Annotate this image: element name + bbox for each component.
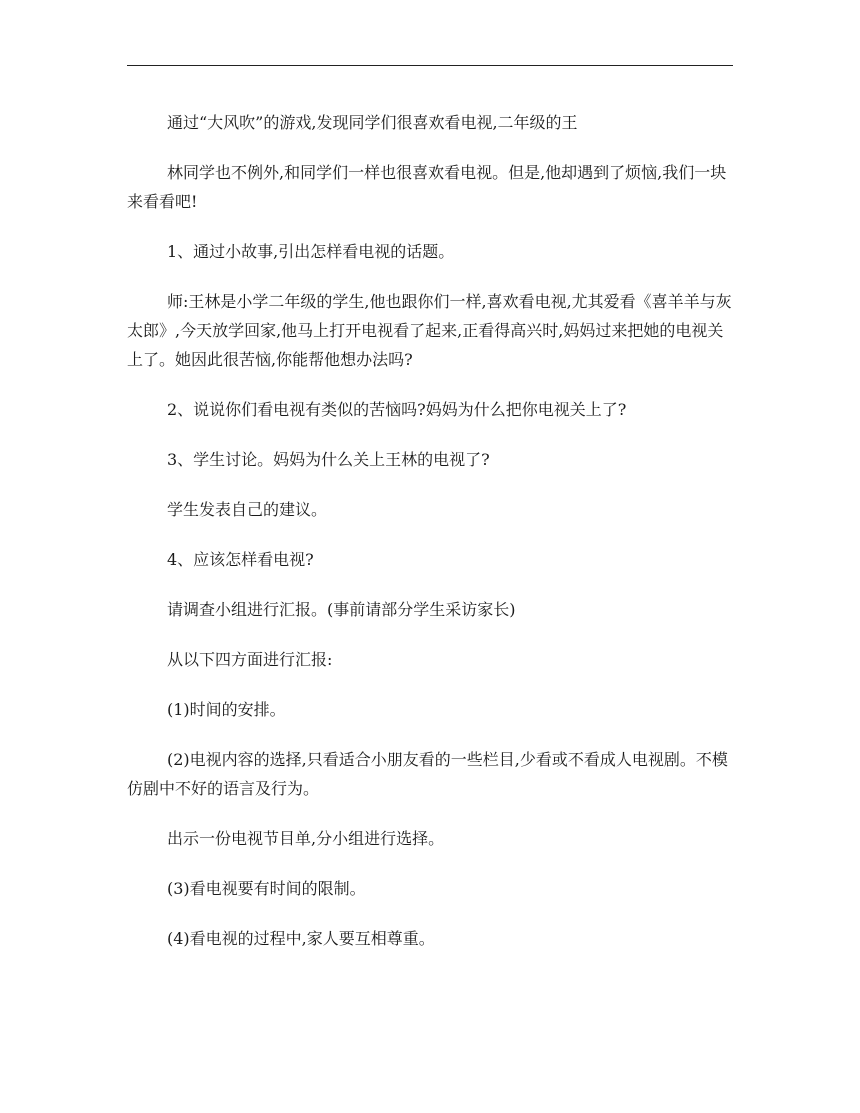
paragraph-four-aspects: 从以下四方面进行汇报: [167, 650, 333, 669]
paragraph-step-1: 1、通过小故事,引出怎样看电视的话题。 [167, 242, 455, 261]
paragraph-aspect-1: (1)时间的安排。 [167, 700, 286, 719]
paragraph-intro: 通过“大风吹”的游戏,发现同学们很喜欢看电视,二年级的王 [167, 113, 578, 132]
paragraph-story: 师:王林是小学二年级的学生,他也跟你们一样,喜欢看电视,尤其爱看《喜羊羊与灰太郎》,今天放学回家,他马上打开电视看了起来,正看得高兴时,妈妈过来把她的电视关上了。她因此很苦恼,你能帮他想办法吗? [127, 292, 732, 369]
paragraph-aspect-3: (3)看电视要有时间的限制。 [167, 879, 366, 898]
paragraph-program-list: 出示一份电视节目单,分小组进行选择。 [167, 829, 445, 848]
paragraph-step-4: 4、应该怎样看电视? [167, 550, 314, 569]
header-rule [127, 65, 733, 66]
document-body [127, 108, 733, 974]
paragraph-suggestions: 学生发表自己的建议。 [167, 500, 328, 519]
paragraph-aspect-4: (4)看电视的过程中,家人要互相尊重。 [167, 929, 435, 948]
paragraph-step-2: 2、说说你们看电视有类似的苦恼吗?妈妈为什么把你电视关上了? [167, 400, 627, 419]
paragraph-step-3: 3、学生讨论。妈妈为什么关上王林的电视了? [167, 450, 490, 469]
paragraph-aspect-2: (2)电视内容的选择,只看适合小朋友看的一些栏目,少看或不看成人电视剧。不模仿剧中不好的语言及行为。 [127, 750, 728, 798]
paragraph-wanglin: 林同学也不例外,和同学们一样也很喜欢看电视。但是,他却遇到了烦恼,我们一块来看看吧! [127, 163, 727, 211]
paragraph-report: 请调查小组进行汇报。(事前请部分学生采访家长) [167, 600, 516, 619]
